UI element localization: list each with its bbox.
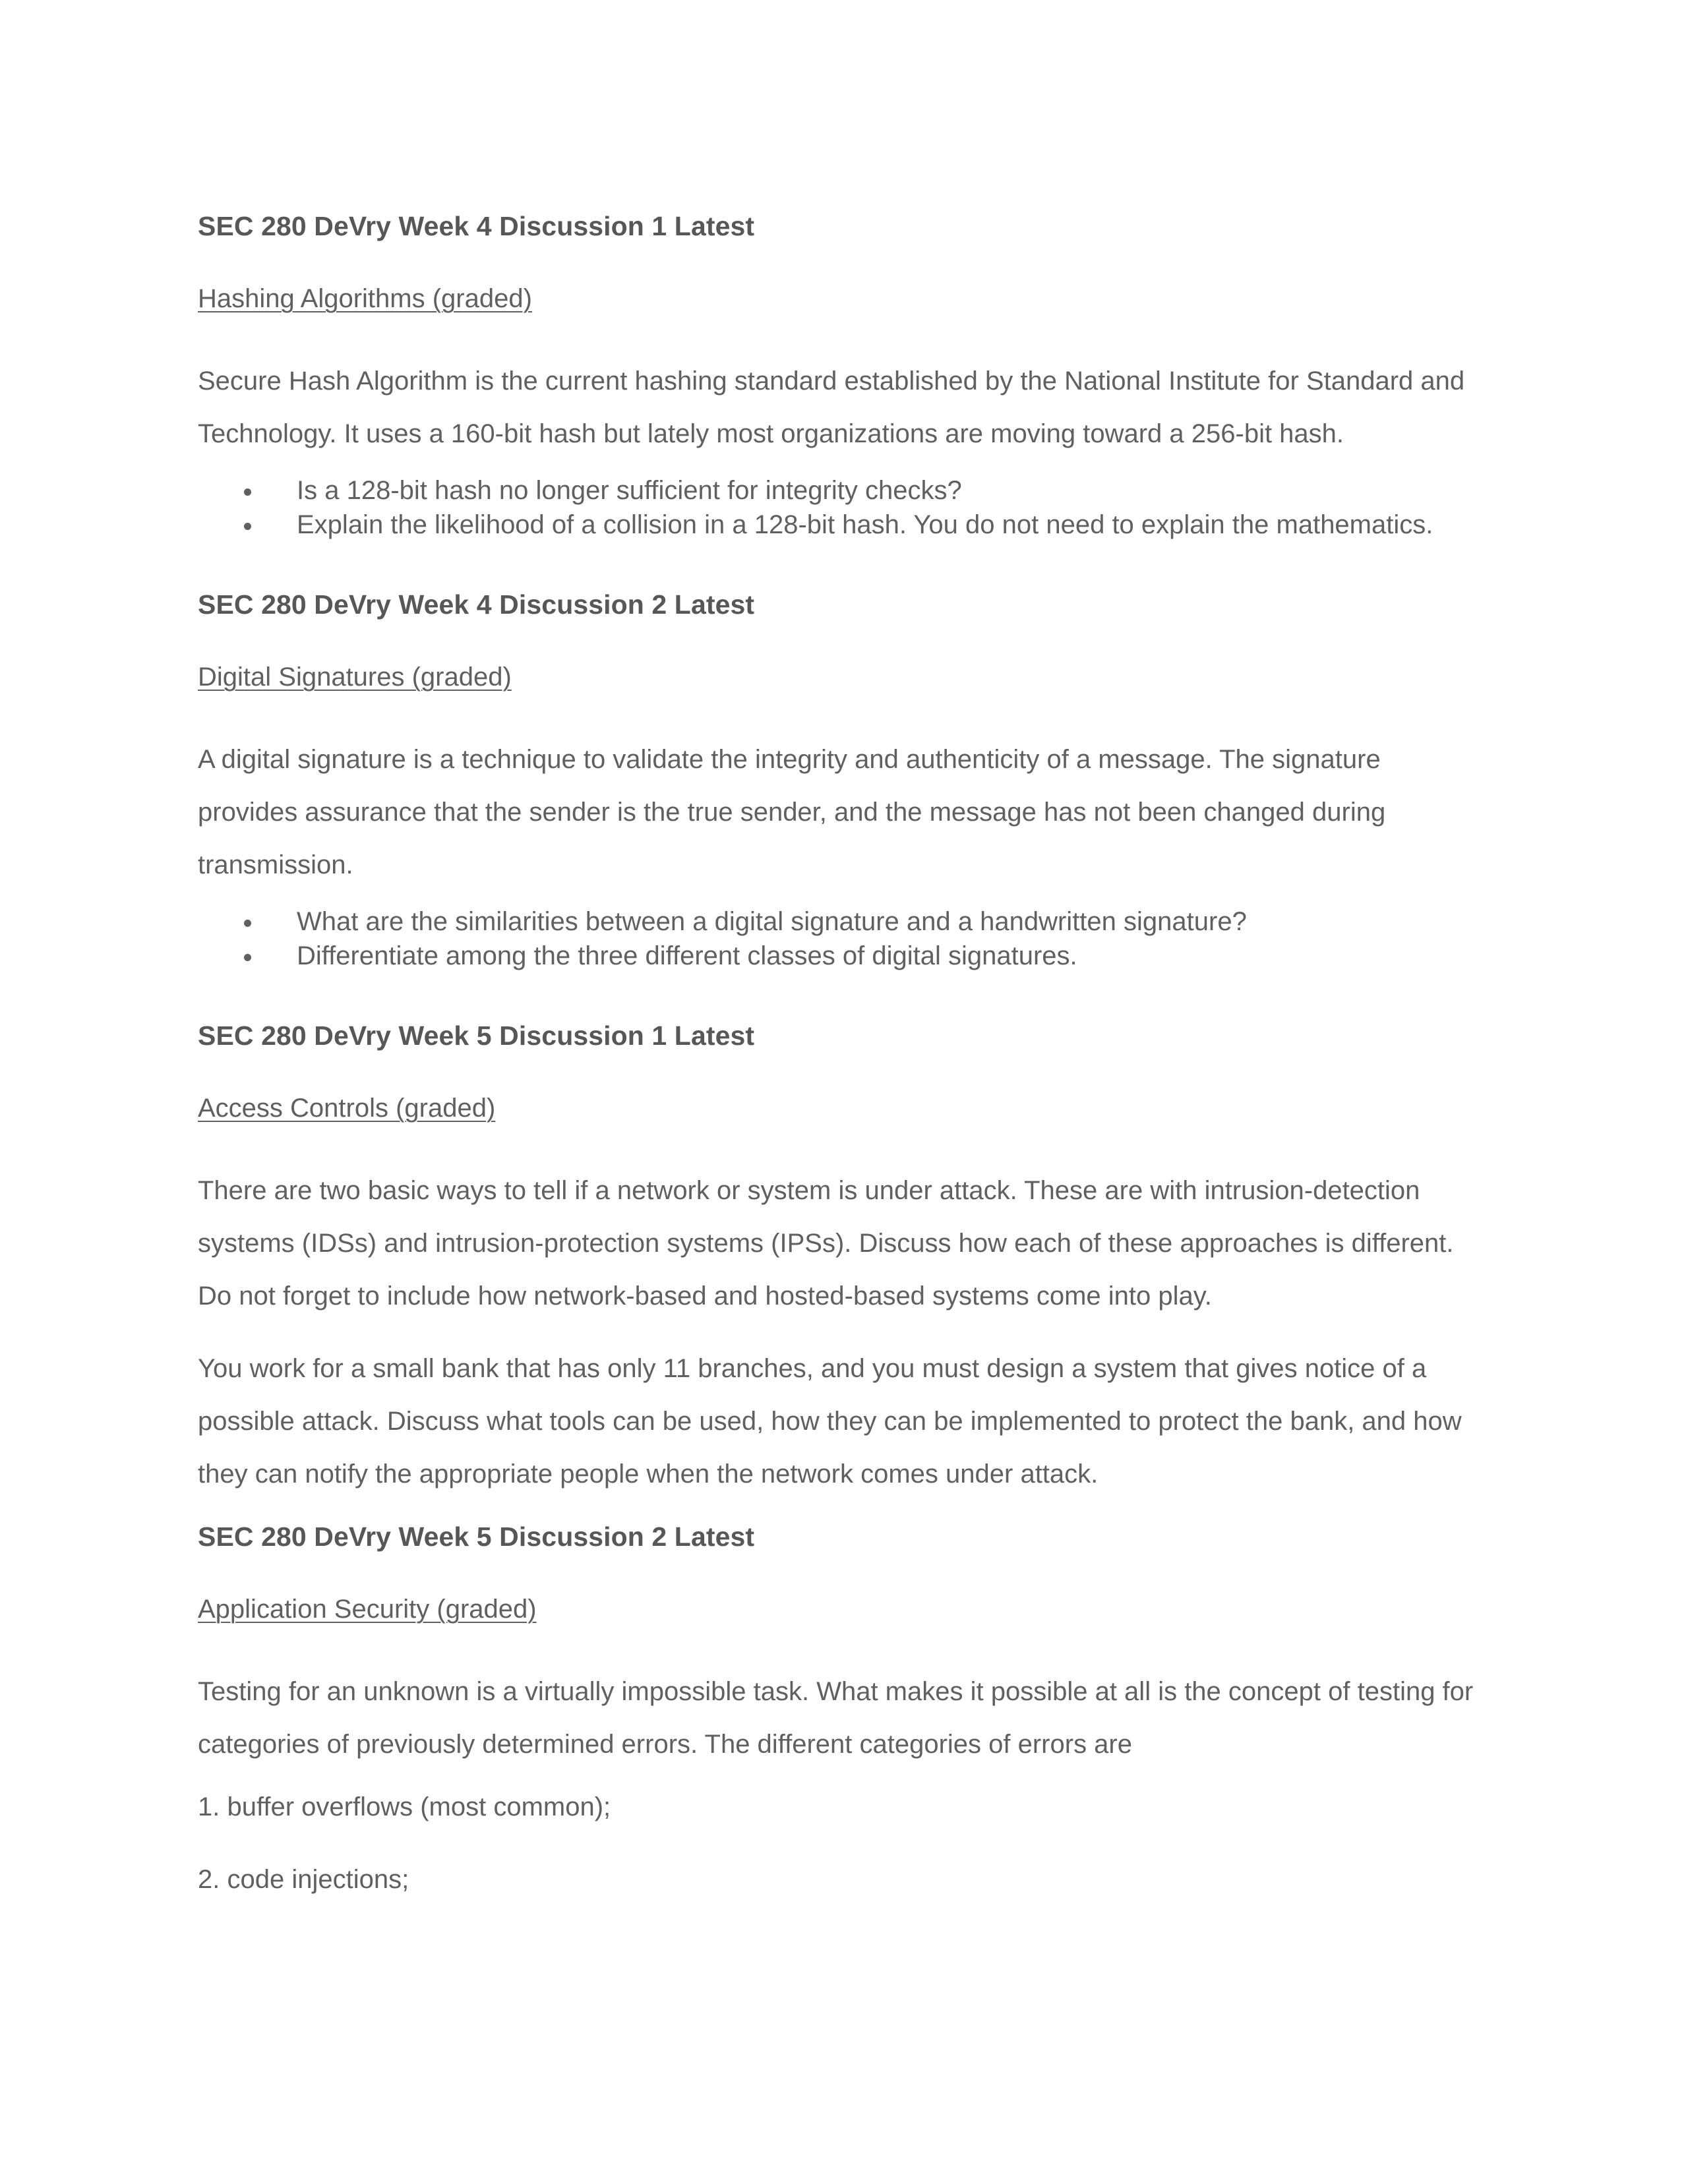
section-paragraph: A digital signature is a technique to validate the integrity and authenticity of a message. The signature provides assurance that the sender is the true sender, and the message has not been changed during transmission. [198, 745, 1386, 879]
section-heading: SEC 280 DeVry Week 4 Discussion 1 Latest [198, 211, 755, 241]
bullet-icon [244, 488, 251, 496]
bullet-item [198, 939, 1490, 973]
bullet-text: Is a 128-bit hash no longer sufficient for integrity checks? [297, 476, 962, 505]
bullet-list [198, 473, 1490, 542]
section-heading: SEC 280 DeVry Week 5 Discussion 2 Latest [198, 1521, 755, 1552]
bullet-icon [244, 523, 251, 530]
section-heading: SEC 280 DeVry Week 5 Discussion 1 Latest [198, 1020, 755, 1051]
section-subtitle: Digital Signatures (graded) [198, 663, 512, 692]
discussion-section [198, 1520, 1490, 1896]
bullet-text: Explain the likelihood of a collision in a 128-bit hash. You do not need to explain the mathematics. [297, 510, 1433, 539]
section-paragraph: There are two basic ways to tell if a network or system is under attack. These are with intrusion-detection systems (IDSs) and intrusion-protection systems (IPSs). Discuss how each of these approaches is different. Do not forget to include how network-based and hosted-based systems come into play. [198, 1176, 1454, 1311]
section-subtitle: Hashing Algorithms (graded) [198, 284, 532, 313]
section-heading: SEC 280 DeVry Week 4 Discussion 2 Latest [198, 589, 755, 620]
section-paragraph: Testing for an unknown is a virtually impossible task. What makes it possible at all is the concept of testing for categories of previously determined errors. The different categories of errors are [198, 1677, 1474, 1759]
bullet-list [198, 904, 1490, 973]
section-subtitle: Application Security (graded) [198, 1595, 537, 1624]
discussion-section [198, 210, 1490, 542]
numbered-item: 1. buffer overflows (most common); [198, 1792, 611, 1821]
document-content [198, 210, 1490, 1935]
section-paragraph: Secure Hash Algorithm is the current hashing standard established by the National Institute for Standard and Technology. It uses a 160-bit hash but lately most organizations are moving toward a 256-bit hash. [198, 367, 1465, 448]
discussion-section [198, 1019, 1490, 1500]
bullet-text: What are the similarities between a digital signature and a handwritten signature? [297, 907, 1247, 936]
bullet-icon [244, 920, 251, 927]
bullet-text: Differentiate among the three different classes of digital signatures. [297, 941, 1077, 970]
section-subtitle: Access Controls (graded) [198, 1094, 496, 1123]
bullet-item [198, 473, 1490, 508]
bullet-item [198, 904, 1490, 939]
discussion-section [198, 588, 1490, 973]
bullet-icon [244, 954, 251, 961]
numbered-item: 2. code injections; [198, 1865, 409, 1894]
bullet-item [198, 508, 1490, 542]
section-paragraph: You work for a small bank that has only 11 branches, and you must design a system that gives notice of a possible attack. Discuss what tools can be used, how they can be implemented to protect the bank, and how they can notify the appropriate people when the network comes under attack. [198, 1354, 1462, 1489]
